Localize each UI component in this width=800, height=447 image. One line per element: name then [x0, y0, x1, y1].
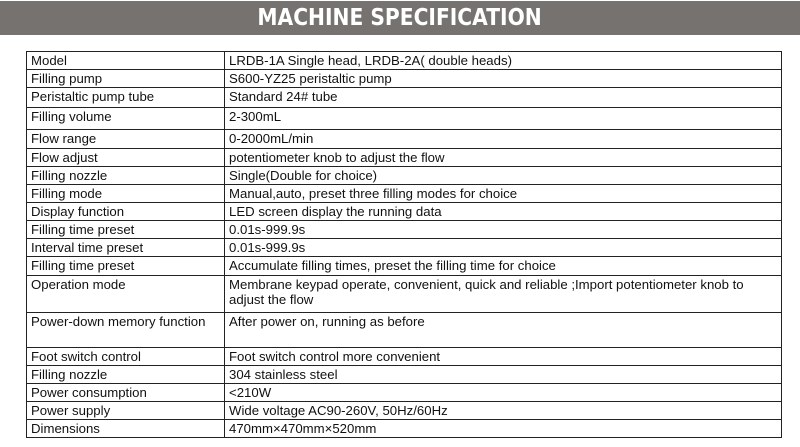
spec-label: Filling volume	[27, 108, 225, 130]
spec-label: Filling nozzle	[27, 366, 225, 384]
table-row	[27, 402, 782, 420]
specification-table-body	[27, 52, 782, 438]
spec-value: Standard 24# tube	[225, 88, 782, 108]
spec-value: Single(Double for choice)	[225, 167, 782, 185]
table-row	[27, 70, 782, 88]
spec-label: Filling pump	[27, 70, 225, 88]
table-row	[27, 203, 782, 221]
spec-label: Power consumption	[27, 384, 225, 402]
table-row	[27, 276, 782, 313]
table-row	[27, 366, 782, 384]
spec-value: 304 stainless steel	[225, 366, 782, 384]
spec-value: 470mm×470mm×520mm	[225, 420, 782, 438]
spec-label: Interval time preset	[27, 239, 225, 257]
spec-label: Flow adjust	[27, 149, 225, 167]
table-row	[27, 52, 782, 70]
specification-table	[26, 51, 782, 438]
spec-value: 2-300mL	[225, 108, 782, 130]
table-row	[27, 384, 782, 402]
spec-label: Power supply	[27, 402, 225, 420]
spec-label: Operation mode	[27, 276, 225, 313]
spec-value: LRDB-1A Single head, LRDB-2A( double heads)	[225, 52, 782, 70]
spec-label: Filling nozzle	[27, 167, 225, 185]
spec-value: After power on, running as before	[225, 313, 782, 348]
spec-value: <210W	[225, 384, 782, 402]
spec-label: Filling mode	[27, 185, 225, 203]
spec-label: Model	[27, 52, 225, 70]
spec-value: 0-2000mL/min	[225, 130, 782, 149]
table-row	[27, 313, 782, 348]
spec-value: 0.01s-999.9s	[225, 221, 782, 239]
spec-value: Manual,auto, preset three filling modes for choice	[225, 185, 782, 203]
spec-label: Peristaltic pump tube	[27, 88, 225, 108]
spec-banner	[0, 1, 800, 35]
table-row	[27, 348, 782, 366]
spec-label: Filling time preset	[27, 257, 225, 276]
table-row	[27, 130, 782, 149]
spec-value: 0.01s-999.9s	[225, 239, 782, 257]
page-title: MACHINE SPECIFICATION	[257, 5, 543, 31]
spec-label: Display function	[27, 203, 225, 221]
spec-value: potentiometer knob to adjust the flow	[225, 149, 782, 167]
table-row	[27, 257, 782, 276]
spec-label: Dimensions	[27, 420, 225, 438]
table-row	[27, 88, 782, 108]
spec-value: Wide voltage AC90-260V, 50Hz/60Hz	[225, 402, 782, 420]
spec-value: LED screen display the running data	[225, 203, 782, 221]
spec-value: Foot switch control more convenient	[225, 348, 782, 366]
table-row	[27, 185, 782, 203]
spec-value: Membrane keypad operate, convenient, quick and reliable ;Import potentiometer knob to adjust the flow	[225, 276, 782, 313]
spec-label: Power-down memory function	[27, 313, 225, 348]
spec-value: Accumulate filling times, preset the filling time for choice	[225, 257, 782, 276]
spec-label: Flow range	[27, 130, 225, 149]
table-row	[27, 149, 782, 167]
spec-label: Filling time preset	[27, 221, 225, 239]
table-row	[27, 420, 782, 438]
spec-value: S600-YZ25 peristaltic pump	[225, 70, 782, 88]
table-row	[27, 108, 782, 130]
table-row	[27, 221, 782, 239]
spec-label: Foot switch control	[27, 348, 225, 366]
table-row	[27, 239, 782, 257]
table-row	[27, 167, 782, 185]
